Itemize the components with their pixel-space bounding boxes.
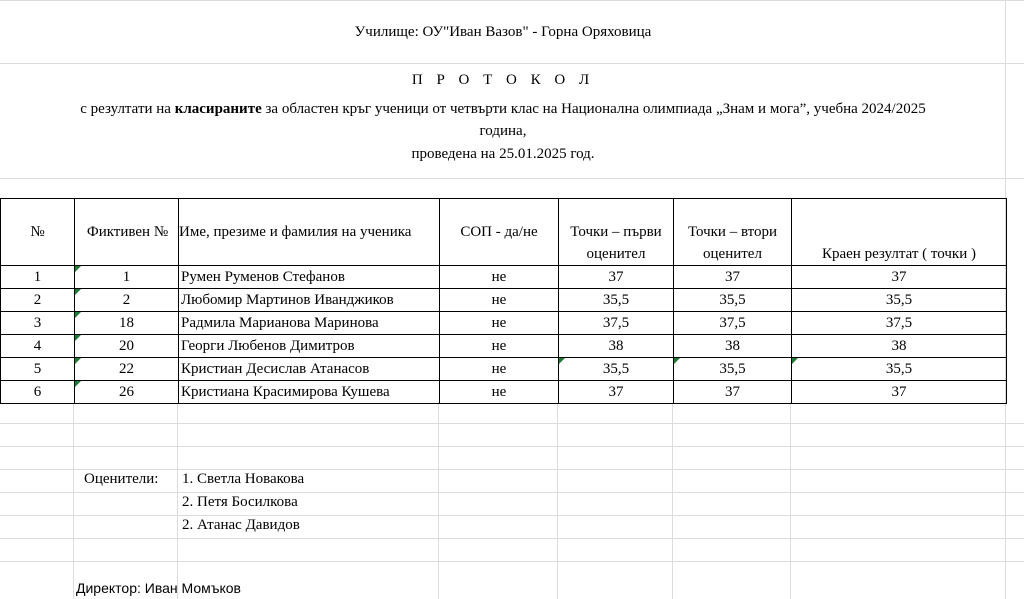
cell-first-assessor-points[interactable]: 37	[559, 266, 674, 289]
col-header-number: №	[1, 199, 75, 266]
cell-final-result[interactable]: 35,5	[792, 358, 1007, 381]
table-row	[1, 335, 1007, 358]
col-header-second-assessor	[674, 199, 792, 266]
director-signature-line: Директор: Иван Момъков	[76, 580, 241, 596]
col-header-sop: СОП - да/не	[440, 199, 559, 266]
col-header-first-assessor	[559, 199, 674, 266]
cell-number[interactable]: 2	[1, 289, 75, 312]
description-bold: класираните	[174, 101, 262, 117]
cell-first-assessor-points[interactable]: 37,5	[559, 312, 674, 335]
cell-second-assessor-points[interactable]: 37	[674, 381, 792, 404]
assessor-name: 1. Светла Новакова	[182, 471, 305, 487]
protocol-description	[0, 101, 1006, 118]
grid-row-line	[0, 446, 1024, 447]
cell-student-name[interactable]: Кристиан Десислав Атанасов	[179, 358, 440, 381]
cell-sop[interactable]: не	[440, 335, 559, 358]
cell-student-name[interactable]: Георги Любенов Димитров	[179, 335, 440, 358]
cell-second-assessor-points[interactable]: 38	[674, 335, 792, 358]
cell-fictive-number[interactable]: 1	[75, 266, 179, 289]
results-table	[0, 198, 1007, 404]
grid-col-line	[73, 403, 74, 599]
table-row	[1, 312, 1007, 335]
cell-number[interactable]: 3	[1, 312, 75, 335]
grid-row-line	[0, 538, 1024, 539]
cell-sop[interactable]: не	[440, 358, 559, 381]
grid-col-line	[790, 403, 791, 599]
description-date-line: проведена на 25.01.2025 год.	[411, 146, 595, 162]
cell-number[interactable]: 5	[1, 358, 75, 381]
cell-number[interactable]: 1	[1, 266, 75, 289]
cell-second-assessor-points[interactable]: 35,5	[674, 358, 792, 381]
cell-sop[interactable]: не	[440, 381, 559, 404]
grid-row-line	[0, 492, 1024, 493]
description-line-2: година,	[479, 123, 527, 139]
table-row	[1, 381, 1007, 404]
description-suffix: за областен кръг ученици от четвърти клас на Национална олимпиада „Знам и мога”, учебна 2024/2025	[261, 101, 926, 117]
cell-final-result[interactable]: 35,5	[792, 289, 1007, 312]
cell-number[interactable]: 6	[1, 381, 75, 404]
cell-first-assessor-points[interactable]: 38	[559, 335, 674, 358]
cell-sop[interactable]: не	[440, 312, 559, 335]
table-header-row	[1, 199, 1007, 266]
cell-student-name[interactable]: Любомир Мартинов Иванджиков	[179, 289, 440, 312]
cell-second-assessor-points[interactable]: 35,5	[674, 289, 792, 312]
cell-first-assessor-points[interactable]: 37	[559, 381, 674, 404]
grid-row-line	[0, 0, 1024, 1]
col-header-second-assessor-line1: Точки – втори	[687, 224, 778, 240]
school-line: Училище: ОУ"Иван Вазов" - Горна Оряховица	[354, 24, 652, 40]
cell-final-result[interactable]: 37,5	[792, 312, 1007, 335]
col-header-fictive-number: Фиктивен №	[75, 199, 179, 266]
cell-second-assessor-points[interactable]: 37,5	[674, 312, 792, 335]
cell-number[interactable]: 4	[1, 335, 75, 358]
cell-fictive-number[interactable]: 22	[75, 358, 179, 381]
grid-col-line	[557, 403, 558, 599]
col-header-first-assessor-line2: оценител	[586, 246, 646, 262]
cell-student-name[interactable]: Кристиана Красимирова Кушева	[179, 381, 440, 404]
grid-row-line	[0, 561, 1024, 562]
col-header-student-name: Име, презиме и фамилия на ученика	[179, 199, 440, 266]
cell-student-name[interactable]: Радмила Марианова Маринова	[179, 312, 440, 335]
col-header-final-result: Краен резултат ( точки )	[792, 199, 1007, 266]
cell-first-assessor-points[interactable]: 35,5	[559, 289, 674, 312]
cell-final-result[interactable]: 37	[792, 381, 1007, 404]
cell-final-result[interactable]: 37	[792, 266, 1007, 289]
protocol-title: П Р О Т О К О Л	[411, 72, 595, 88]
grid-row-line	[0, 63, 1024, 64]
grid-row-line	[0, 469, 1024, 470]
cell-fictive-number[interactable]: 18	[75, 312, 179, 335]
cell-sop[interactable]: не	[440, 266, 559, 289]
table-row	[1, 358, 1007, 381]
grid-col-line	[672, 403, 673, 599]
grid-row-line	[0, 423, 1024, 424]
assessor-name: 2. Петя Босилкова	[182, 494, 298, 510]
assessor-name: 2. Атанас Давидов	[182, 517, 300, 533]
col-header-second-assessor-line2: оценител	[703, 246, 762, 262]
cell-fictive-number[interactable]: 20	[75, 335, 179, 358]
cell-fictive-number[interactable]: 2	[75, 289, 179, 312]
grid-row-line	[0, 178, 1024, 179]
col-header-first-assessor-line1: Точки – първи	[570, 224, 662, 240]
grid-col-line	[438, 403, 439, 599]
cell-final-result[interactable]: 38	[792, 335, 1007, 358]
grid-row-line	[0, 515, 1024, 516]
assessors-label: Оценители:	[84, 471, 159, 487]
cell-second-assessor-points[interactable]: 37	[674, 266, 792, 289]
cell-first-assessor-points[interactable]: 35,5	[559, 358, 674, 381]
description-prefix: с резултати на	[80, 101, 175, 117]
cell-fictive-number[interactable]: 26	[75, 381, 179, 404]
grid-col-line	[177, 403, 178, 599]
cell-student-name[interactable]: Румен Руменов Стефанов	[179, 266, 440, 289]
table-row	[1, 266, 1007, 289]
cell-sop[interactable]: не	[440, 289, 559, 312]
table-row	[1, 289, 1007, 312]
